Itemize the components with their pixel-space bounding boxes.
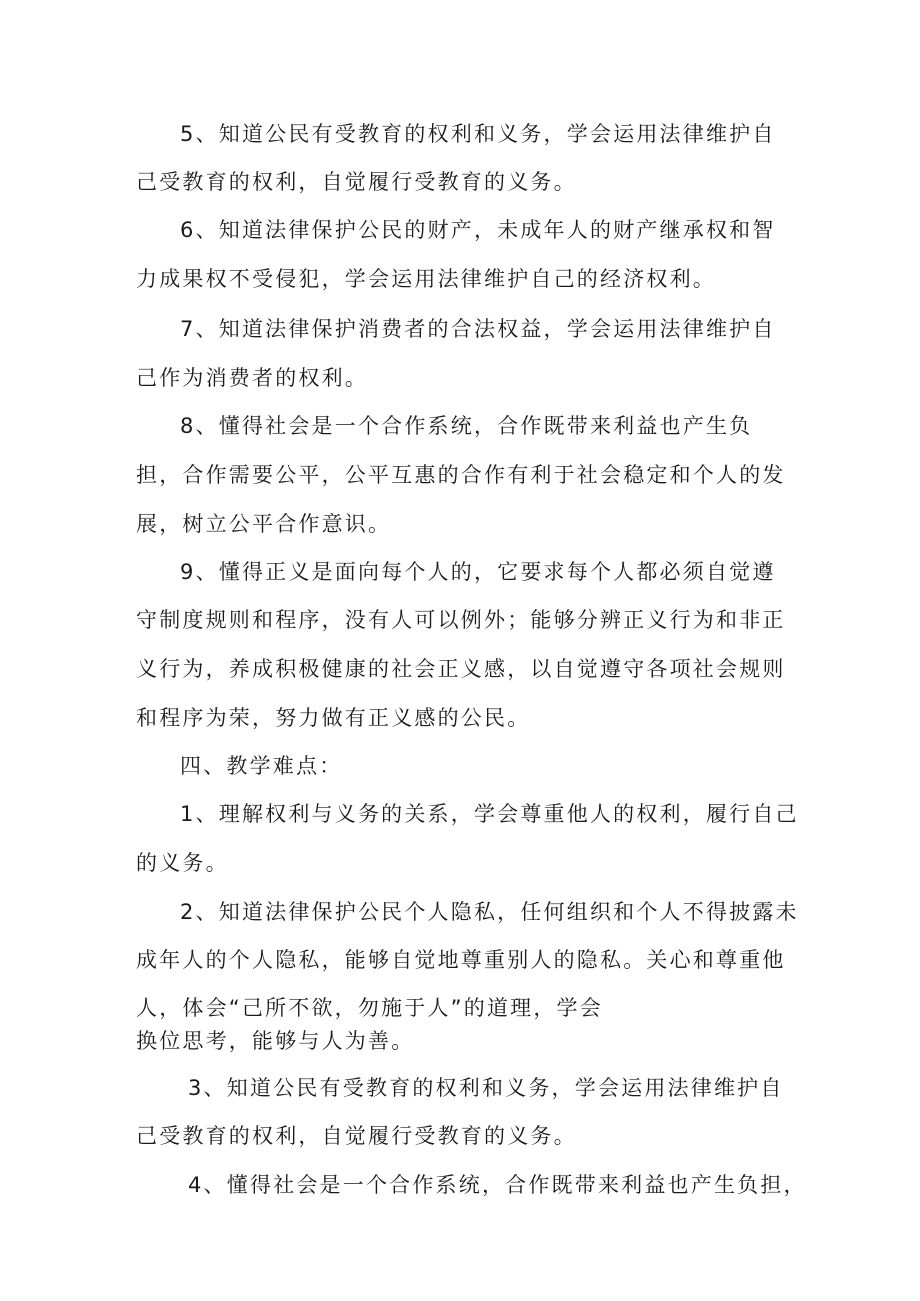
text-line: 换位思考，能够与人为善。: [136, 1029, 415, 1053]
text-line: 7、知道法律保护消费者的合法权益，学会运用法律维护自: [180, 317, 776, 341]
text-line: 和程序为荣，努力做有正义感的公民。: [136, 706, 531, 730]
text-line: 己受教育的权利，自觉履行受教育的义务。: [136, 170, 577, 194]
text-line: 力成果权不受侵犯，学会运用法律维护自己的经济权利。: [136, 267, 716, 291]
text-line: 己作为消费者的权利。: [136, 366, 368, 390]
text-line: 己受教育的权利，自觉履行受教育的义务。: [136, 1124, 577, 1148]
text-line: 1、理解权利与义务的关系，学会尊重他人的权利，履行自己: [180, 802, 799, 826]
text-line: 的义务。: [136, 851, 229, 875]
text-line: 9、懂得正义是面向每个人的，它要求每个人都必须自觉遵: [180, 560, 776, 584]
text-line: 8、懂得社会是一个合作系统，合作既带来利益也产生负: [180, 414, 753, 438]
text-line: 人，体会“己所不欲，勿施于人”的道理，学会: [136, 996, 603, 1020]
text-line: 2、知道法律保护公民个人隐私，任何组织和个人不得披露未: [180, 900, 799, 924]
text-line: 4、懂得社会是一个合作系统，合作既带来利益也产生负担，: [188, 1173, 807, 1197]
text-line: 成年人的个人隐私，能够自觉地尊重别人的隐私。关心和尊重他: [136, 948, 786, 972]
text-line: 6、知道法律保护公民的财产，未成年人的财产继承权和智: [180, 218, 776, 242]
text-line: 展，树立公平合作意识。: [136, 512, 392, 536]
text-line: 5、知道公民有受教育的权利和义务，学会运用法律维护自: [180, 122, 776, 146]
text-line: 义行为，养成积极健康的社会正义感，以自觉遵守各项社会规则: [136, 657, 786, 681]
text-line: 守制度规则和程序，没有人可以例外；能够分辨正义行为和非正: [136, 608, 786, 632]
text-line: 担，合作需要公平，公平互惠的合作有利于社会稳定和个人的发: [136, 463, 786, 487]
section-heading: 四、教学难点：: [180, 754, 343, 778]
text-line: 3、知道公民有受教育的权利和义务，学会运用法律维护自: [188, 1076, 784, 1100]
